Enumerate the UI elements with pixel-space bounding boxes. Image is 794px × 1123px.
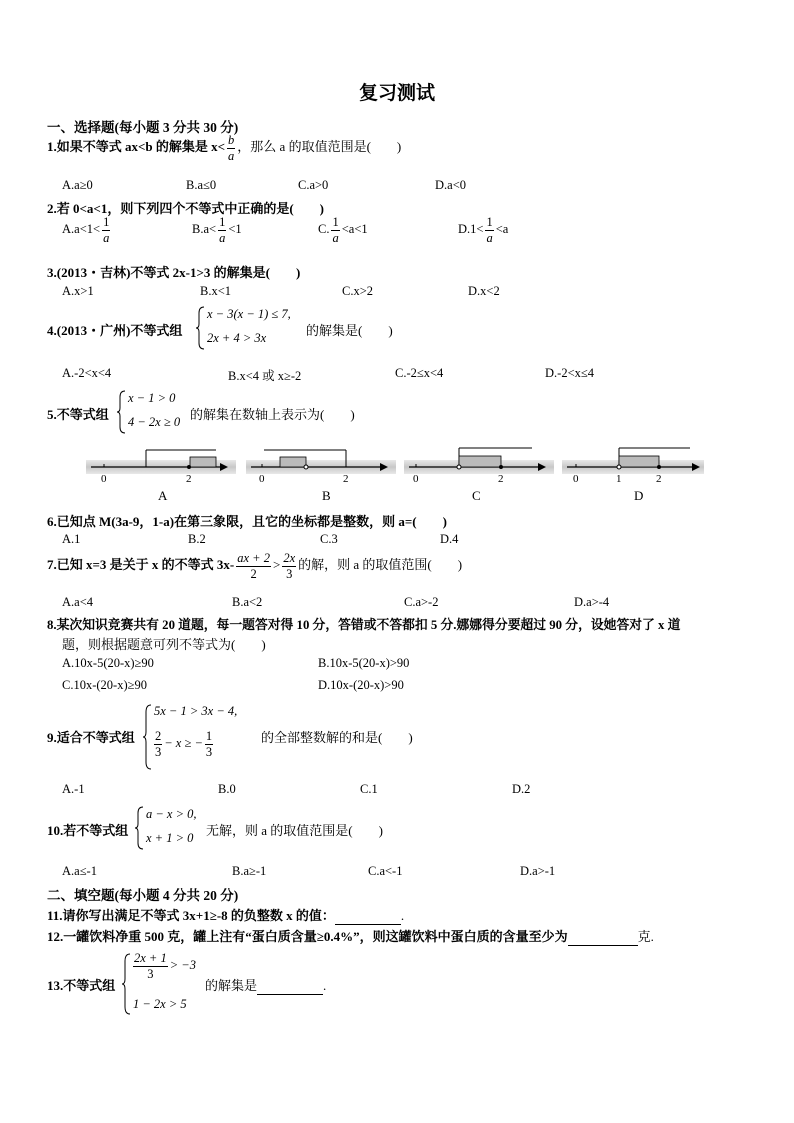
q4-stem-end: 的解集是( ) [306, 323, 393, 338]
label-c: C [472, 488, 481, 503]
q10-option-c: C.a<-1 [368, 864, 403, 878]
q9-system: 5x − 1 > 3x − 4, $\frac{2}{3}$ − x ≥ − $\frac{1}{3}$ [143, 703, 253, 771]
q9-option-b: B.0 [218, 782, 236, 796]
q9-stem-end: 的全部整数解的和是( ) [261, 730, 413, 745]
q1-fraction: $\frac{b}{a}$ [228, 133, 235, 163]
svg-text:0: 0 [259, 473, 265, 485]
svg-text:2: 2 [656, 473, 662, 485]
brace-icon [196, 305, 206, 351]
number-line-a [86, 450, 236, 503]
q4-system: x − 3(x − 1) ≤ 7, 2x + 4 > 3x [196, 305, 306, 351]
question-8-line-1: 8.某次知识竞赛共有 20 道题，每一题答对得 10 分，答错或不答都扣 5 分.娜娜得分要超过 90 分，设她答对了 x 道 [47, 618, 681, 632]
q7-option-b: B.a<2 [232, 595, 263, 609]
q3-option-c: C.x>2 [342, 284, 374, 298]
question-11: 11.请你写出满足不等式 3x+1≥-8 的负整数 x 的值： . [47, 908, 405, 923]
q8-option-d: D.10x-(20-x)>90 [318, 678, 404, 692]
question-2: 2.若 0<a<1，则下列四个不等式中正确的是( ) [47, 201, 324, 216]
question-10-stem: 10.若不等式组 [47, 823, 129, 838]
q2-option-d: D.1< $\frac{1}{a}$ <a [458, 215, 509, 245]
question-9-stem: 9.适合不等式组 [47, 730, 135, 745]
label-d: D [634, 488, 644, 503]
svg-text:1: 1 [616, 473, 622, 485]
q10-system: a − x > 0, x + 1 > 0 [135, 805, 210, 851]
q3-option-b: B.x<1 [200, 284, 232, 298]
question-3: 3.(2013・吉林)不等式 2x-1>3 的解集是( ) [47, 265, 301, 280]
q5-number-lines [86, 440, 706, 508]
q1-option-c: C.a>0 [298, 178, 329, 192]
q13-system: $\frac{2x + 1}{3}$ > −3 1 − 2x > 5 [122, 952, 210, 1016]
q8-option-c: C.10x-(20-x)≥90 [62, 678, 147, 692]
q5-system: x − 1 > 0 4 − 2x ≥ 0 [117, 389, 192, 435]
q2-option-c: C. $\frac{1}{a}$ <a<1 [318, 215, 368, 245]
brace-icon [117, 389, 127, 435]
question-12: 12.一罐饮料净重 500 克，罐上注有“蛋白质含量≥0.4%”，则这罐饮料中蛋白质的含量至少为 克. [47, 929, 654, 944]
q1-stem-end: ，那么 a 的取值范围是( ) [237, 138, 402, 154]
number-line-c [404, 448, 554, 503]
question-7: 7.已知 x=3 是关于 x 的不等式 3x- $\frac{ax + 2}{2}$ > $\frac{2x}{3}$ 的解，则 a 的取值范围( ) [47, 551, 463, 581]
q7-option-a: A.a<4 [62, 595, 93, 609]
q13-answer-blank[interactable] [257, 978, 323, 995]
q6-option-b: B.2 [188, 532, 206, 546]
question-4-stem: 4.(2013・广州)不等式组 [47, 323, 183, 338]
q3-option-d: D.x<2 [468, 284, 500, 298]
q6-option-a: A.1 [62, 532, 81, 546]
q10-option-d: D.a>-1 [520, 864, 556, 878]
q1-option-b: B.a≤0 [186, 178, 217, 192]
tick-2: 2 [186, 473, 192, 485]
q12-answer-blank[interactable] [568, 929, 638, 946]
q10-option-b: B.a≥-1 [232, 864, 267, 878]
section-fill-heading: 二、填空题(每小题 4 分共 20 分) [47, 888, 239, 903]
number-line-d [562, 448, 704, 503]
svg-text:2: 2 [498, 473, 504, 485]
q11-answer-blank[interactable] [335, 908, 401, 925]
q9-option-d: D.2 [512, 782, 531, 796]
question-8-line-2: 题，则根据题意可列不等式为( ) [62, 637, 266, 652]
q2-option-a: A.a<1< $\frac{1}{a}$ [62, 215, 110, 245]
q10-stem-end: 无解，则 a 的取值范围是( ) [206, 823, 383, 838]
number-line-b [246, 450, 396, 503]
q6-option-c: C.3 [320, 532, 338, 546]
q4-option-c: C.-2≤x<4 [395, 366, 444, 380]
svg-text:0: 0 [573, 473, 579, 485]
svg-text:0: 0 [413, 473, 419, 485]
question-5-stem: 5.不等式组 [47, 407, 109, 422]
q5-stem-end: 的解集在数轴上表示为( ) [190, 407, 355, 422]
q9-option-c: C.1 [360, 782, 378, 796]
q7-option-d: D.a>-4 [574, 595, 610, 609]
label-b: B [322, 488, 331, 503]
tick-0: 0 [101, 473, 107, 485]
question-13-stem: 13.不等式组 [47, 978, 116, 993]
q2-option-b: B.a< $\frac{1}{a}$ <1 [192, 215, 242, 245]
q1-option-a: A.a≥0 [62, 178, 93, 192]
page-title: 复习测试 [358, 83, 435, 104]
q6-option-d: D.4 [440, 532, 459, 546]
q1-option-d: D.a<0 [435, 178, 466, 192]
svg-text:2: 2 [343, 473, 349, 485]
q4-option-a: A.-2<x<4 [62, 366, 112, 380]
q3-option-a: A.x>1 [62, 284, 94, 298]
q10-option-a: A.a≤-1 [62, 864, 97, 878]
q1-stem: 1.如果不等式 ax<b 的解集是 x< [47, 138, 226, 154]
q4-option-b: B.x<4 或 x≥-2 [228, 369, 302, 383]
question-13-tail: 的解集是 . [205, 978, 327, 993]
q9-option-a: A.-1 [62, 782, 85, 796]
q8-option-b: B.10x-5(20-x)>90 [318, 656, 410, 670]
label-a: A [158, 488, 168, 503]
question-6: 6.已知点 M(3a-9，1-a)在第三象限，且它的坐标都是整数，则 a=( ) [47, 514, 447, 529]
brace-icon [135, 805, 145, 851]
q8-option-a: A.10x-5(20-x)≥90 [62, 656, 154, 670]
q7-option-c: C.a>-2 [404, 595, 439, 609]
question-1 [47, 134, 401, 162]
section-choice-heading: 一、选择题(每小题 3 分共 30 分) [47, 120, 239, 135]
q4-option-d: D.-2<x≤4 [545, 366, 594, 380]
